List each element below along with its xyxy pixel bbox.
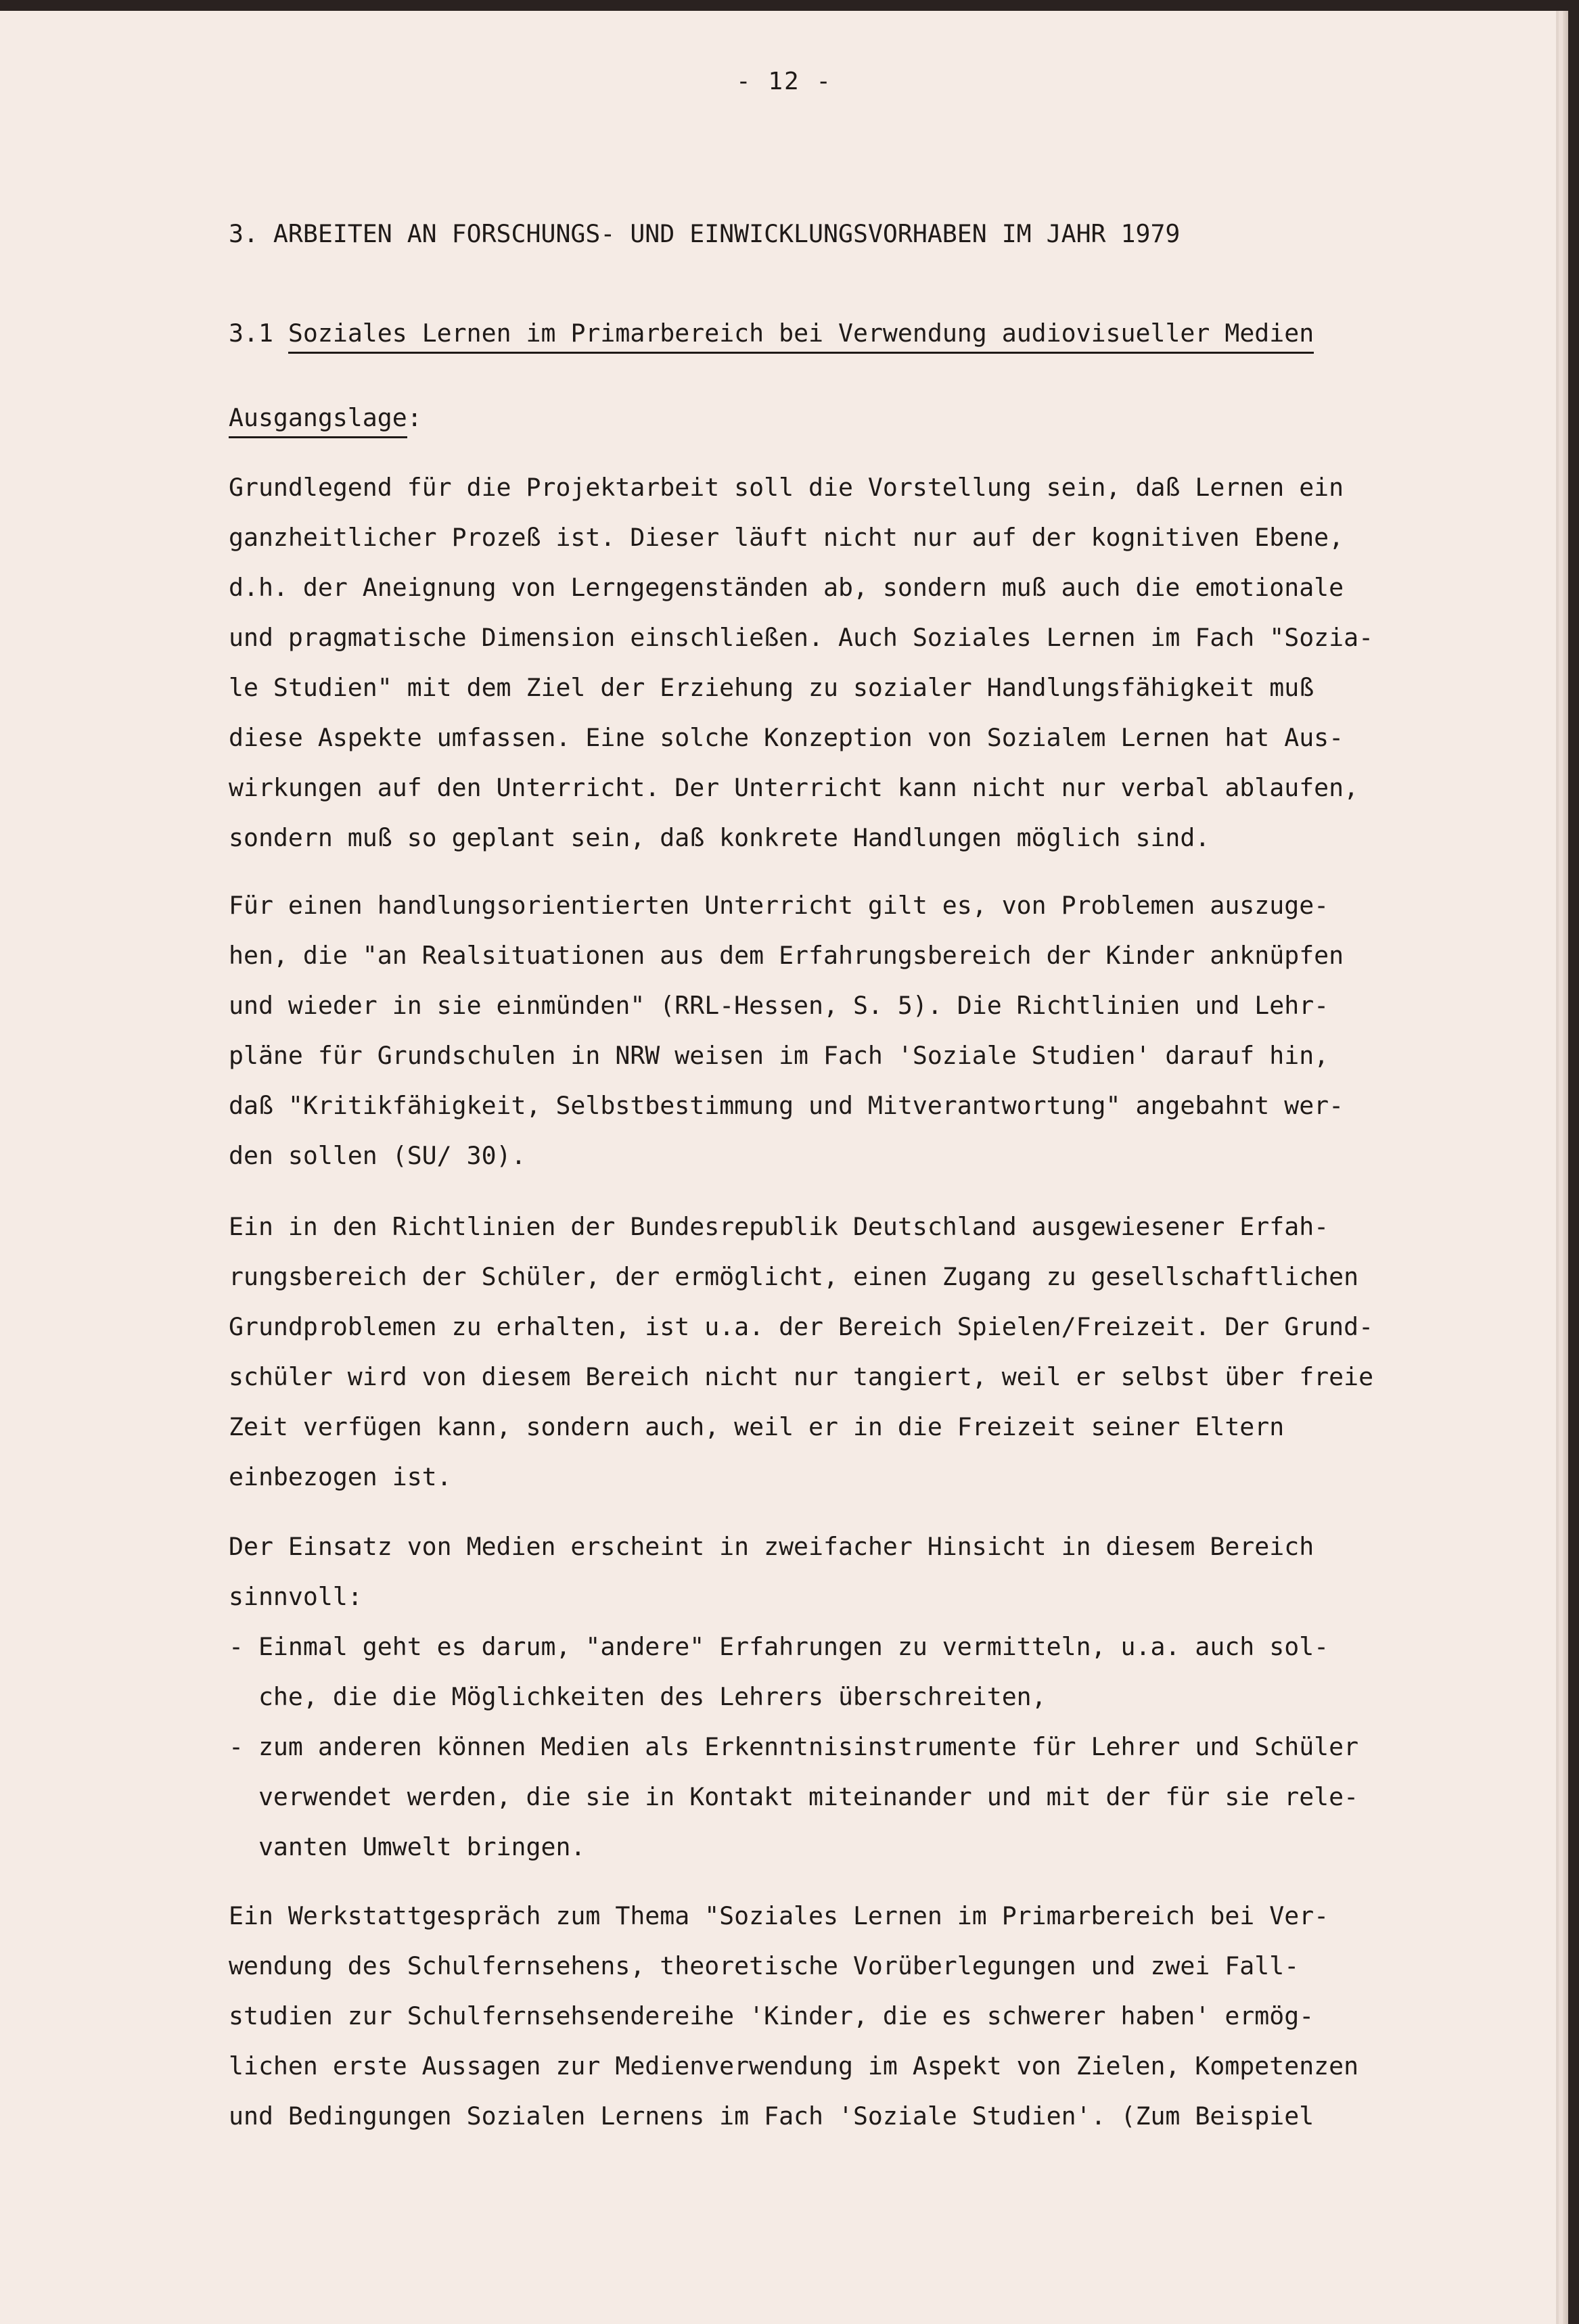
text-line: le Studien" mit dem Ziel der Erziehung zu sozialer Handlungsfähigkeit muß — [229, 673, 1314, 702]
text-line: Zeit verfügen kann, sondern auch, weil er in die Freizeit seiner Eltern — [229, 1412, 1285, 1441]
text-line: Ein in den Richtlinien der Bundesrepublik Deutschland ausgewiesener Erfah- — [229, 1212, 1329, 1241]
text-line: wirkungen auf den Unterricht. Der Unterricht kann nicht nur verbal ablaufen, — [229, 773, 1359, 802]
text-line: den sollen (SU/ 30). — [229, 1141, 526, 1170]
text-line: einbezogen ist. — [229, 1462, 452, 1491]
text-line: hen, die "an Realsituationen aus dem Erfahrungsbereich der Kinder anknüpfen — [229, 941, 1344, 970]
text-line: daß "Kritikfähigkeit, Selbstbestimmung und Mitverantwortung" angebahnt wer- — [229, 1091, 1344, 1120]
text-line: und Bedingungen Sozialen Lernens im Fach 'Soziale Studien'. (Zum Beispiel — [229, 2101, 1314, 2131]
text-line: d.h. der Aneignung von Lerngegenständen ab, sondern muß auch die emotionale — [229, 573, 1344, 602]
text-line: und pragmatische Dimension einschließen. Auch Soziales Lernen im Fach "Sozia- — [229, 623, 1374, 652]
list-item-line: verwendet werden, die sie in Kontakt miteinander und mit der für sie rele- — [229, 1782, 1359, 1811]
text-line: pläne für Grundschulen in NRW weisen im Fach 'Soziale Studien' darauf hin, — [229, 1041, 1329, 1070]
text-line: sondern muß so geplant sein, daß konkrete Handlungen möglich sind. — [229, 823, 1210, 852]
list-item-line: - Einmal geht es darum, "andere" Erfahrungen zu vermitteln, u.a. auch sol- — [229, 1632, 1329, 1661]
text-line: Für einen handlungsorientierten Unterricht gilt es, von Problemen auszuge- — [229, 891, 1329, 920]
subheading-colon: : — [407, 403, 422, 432]
text-line: wendung des Schulfernsehens, theoretische Vorüberlegungen und zwei Fall- — [229, 1951, 1300, 1980]
subheading — [229, 403, 422, 432]
document-page — [0, 11, 1568, 2324]
text-line: Grundlegend für die Projektarbeit soll die Vorstellung sein, daß Lernen ein — [229, 473, 1344, 502]
chapter-heading: 3. ARBEITEN AN FORSCHUNGS- UND EINWICKLUNGSVORHABEN IM JAHR 1979 — [229, 219, 1181, 248]
section-number: 3.1 — [229, 319, 273, 348]
page-number: - 12 - — [735, 68, 833, 95]
text-line: und wieder in sie einmünden" (RRL-Hessen, S. 5). Die Richtlinien und Lehr- — [229, 991, 1329, 1020]
text-line: Ein Werkstattgespräch zum Thema "Soziales Lernen im Primarbereich bei Ver- — [229, 1901, 1329, 1930]
section-title: Soziales Lernen im Primarbereich bei Verwendung audiovisueller Medien — [288, 319, 1314, 354]
list-item-line: - zum anderen können Medien als Erkenntnisinstrumente für Lehrer und Schüler — [229, 1732, 1359, 1761]
text-line: diese Aspekte umfassen. Eine solche Konzeption von Sozialem Lernen hat Aus- — [229, 723, 1344, 752]
text-line: lichen erste Aussagen zur Medienverwendung im Aspekt von Zielen, Kompetenzen — [229, 2051, 1359, 2081]
text-line: Der Einsatz von Medien erscheint in zweifacher Hinsicht in diesem Bereich — [229, 1532, 1314, 1561]
list-item-line: vanten Umwelt bringen. — [229, 1832, 586, 1861]
list-item-line: che, die die Möglichkeiten des Lehrers überschreiten, — [229, 1682, 1047, 1711]
text-line: ganzheitlicher Prozeß ist. Dieser läuft nicht nur auf der kognitiven Ebene, — [229, 523, 1344, 552]
text-line: sinnvoll: — [229, 1582, 363, 1611]
text-line: Grundproblemen zu erhalten, ist u.a. der Bereich Spielen/Freizeit. Der Grund- — [229, 1312, 1374, 1341]
text-line: rungsbereich der Schüler, der ermöglicht, einen Zugang zu gesellschaftlichen — [229, 1262, 1359, 1291]
section-heading — [229, 319, 1314, 348]
text-line: schüler wird von diesem Bereich nicht nur tangiert, weil er selbst über freie — [229, 1362, 1374, 1391]
text-line: studien zur Schulfernsehsendereihe 'Kinder, die es schwerer haben' ermög- — [229, 2001, 1314, 2030]
subheading-label: Ausgangslage — [229, 403, 407, 438]
page-edge — [1563, 11, 1568, 2324]
